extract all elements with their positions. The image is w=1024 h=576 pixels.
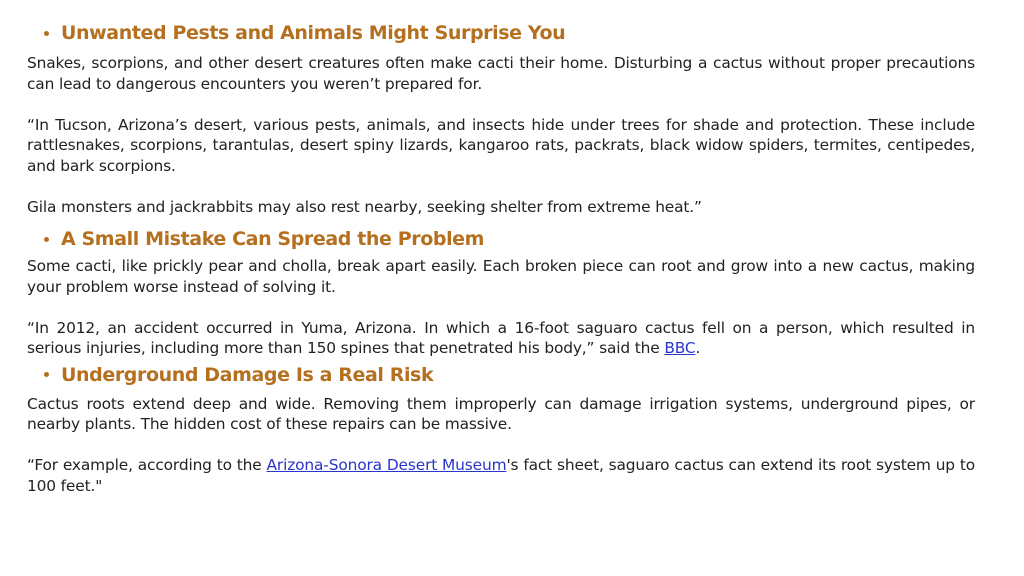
section-heading-text: A Small Mistake Can Spread the Problem — [61, 228, 485, 250]
paragraph: Some cacti, like prickly pear and cholla, break apart easily. Each broken piece can root and grow into a new cactus, making your problem worse instead of solving it. — [27, 257, 975, 296]
museum-link[interactable]: Arizona-Sonora Desert Museum — [266, 456, 507, 474]
quote-text-end: 's fact sheet, saguaro cactus can extend its root system up to 100 feet." — [27, 456, 975, 495]
bbc-link[interactable]: BBC — [664, 339, 696, 357]
section-heading-text: Unwanted Pests and Animals Might Surprise You — [61, 22, 566, 44]
bullet-icon — [44, 237, 49, 242]
bullet-icon — [44, 372, 49, 377]
quote-paragraph: Gila monsters and jackrabbits may also rest nearby, seeking shelter from extreme heat.” — [27, 197, 702, 216]
quote-text: “In 2012, an accident occurred in Yuma, Arizona. In which a 16-foot saguaro cactus fell on a person, which resulted in serious injuries, including more than 150 spines that penetrated his body,” said the — [27, 318, 975, 357]
section-heading-spread — [27, 225, 975, 253]
paragraph: Cactus roots extend deep and wide. Removing them improperly can damage irrigation systems, underground pipes, or nearby plants. The hidden cost of these repairs can be massive. — [27, 394, 975, 433]
section-heading-text: Underground Damage Is a Real Risk — [61, 363, 434, 386]
bullet-icon — [44, 31, 49, 36]
quote-paragraph — [27, 318, 975, 359]
paragraph: Snakes, scorpions, and other desert creatures often make cacti their home. Disturbing a cactus without proper precautions can lead to dangerous encounters you weren’t prepared for. — [27, 54, 975, 93]
quote-paragraph — [27, 455, 975, 496]
quote-text-end: . — [695, 339, 701, 357]
quote-text: “For example, according to the — [27, 456, 267, 474]
section-heading-underground — [27, 361, 975, 389]
quote-paragraph: “In Tucson, Arizona’s desert, various pests, animals, and insects hide under trees for shade and protection. These include rattlesnakes, scorpions, tarantulas, desert spiny lizards, kangaroo rats, packrats, black widow spiders, termites, centipedes, and bark scorpions. — [27, 115, 975, 175]
section-heading-pests — [27, 19, 975, 47]
